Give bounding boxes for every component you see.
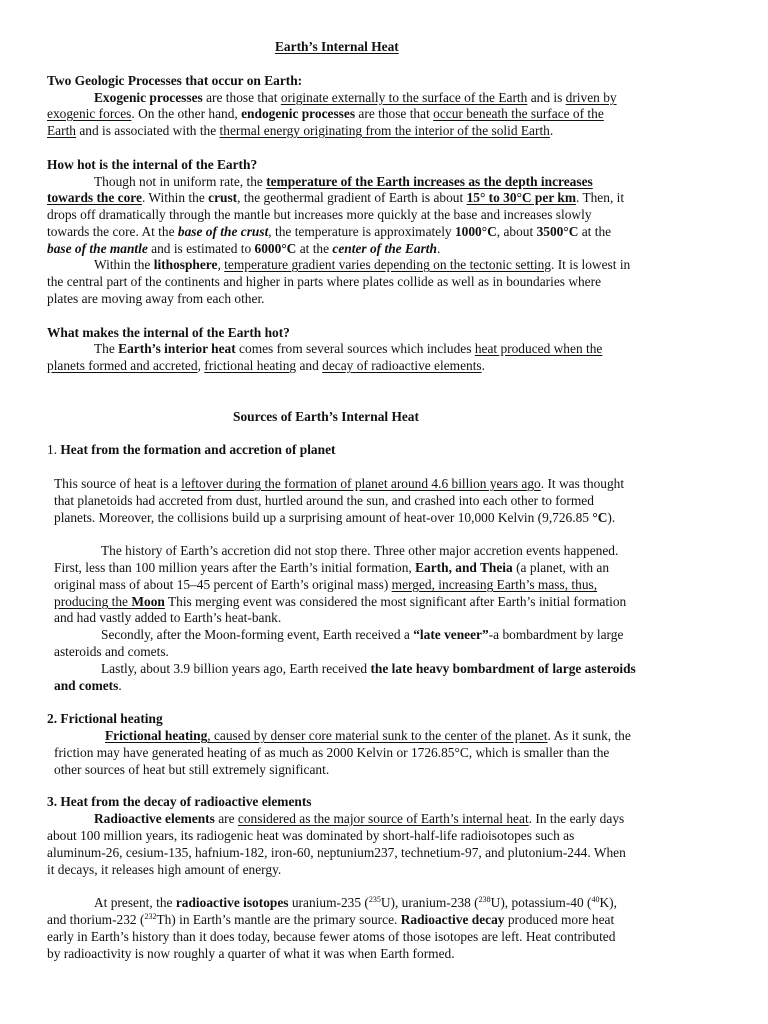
text-segment: 2. Frictional heating bbox=[47, 711, 163, 726]
text-line bbox=[94, 811, 624, 828]
text-segment: leftover during the formation of planet around 4.6 billion years ago bbox=[181, 476, 541, 491]
text-segment: considered as the major source of Earth’s internal heat bbox=[237, 811, 529, 826]
text-segment: 3500°C bbox=[536, 224, 579, 239]
text-segment: the late heavy bombardment of large asteroids bbox=[370, 661, 636, 676]
text-line bbox=[47, 207, 592, 224]
text-segment: radioactive isotopes bbox=[175, 895, 289, 910]
text-segment: Th) in Earth’s mantle are the primary source. bbox=[156, 912, 401, 927]
text-segment: heat produced when the bbox=[474, 341, 603, 356]
text-line bbox=[47, 274, 601, 291]
text-segment: , the geothermal gradient of Earth is about bbox=[237, 190, 467, 205]
text-line bbox=[47, 845, 626, 862]
superscript: 235 bbox=[368, 895, 381, 904]
superscript: 232 bbox=[144, 912, 157, 921]
text-segment: 3. Heat from the decay of radioactive elements bbox=[47, 794, 312, 809]
text-segment: planets. Moreover, the collisions build up a surprising amount of heat-over 10,000 Kelvin (9,726.85 bbox=[54, 510, 593, 525]
text-line bbox=[47, 224, 611, 241]
text-segment: Earth’s Internal Heat bbox=[275, 39, 399, 54]
text-line bbox=[47, 946, 455, 963]
text-line bbox=[47, 358, 485, 375]
text-segment: Radioactive elements bbox=[94, 811, 215, 826]
text-line bbox=[101, 543, 618, 560]
text-line bbox=[54, 644, 169, 661]
text-segment: . bbox=[481, 358, 486, 373]
text-segment: At present, the bbox=[94, 895, 176, 910]
text-line bbox=[101, 661, 636, 678]
text-segment: Lastly, about 3.9 billion years ago, Earth received bbox=[101, 661, 371, 676]
text-segment: Within the bbox=[94, 257, 154, 272]
text-line bbox=[94, 174, 593, 191]
text-segment: (a planet, with an bbox=[512, 560, 610, 575]
text-segment: The bbox=[94, 341, 119, 356]
text-segment: crust bbox=[208, 190, 238, 205]
text-segment: Heat from the formation and accretion of planet bbox=[60, 442, 336, 457]
text-segment: towards the core. At the bbox=[47, 224, 178, 239]
text-line bbox=[54, 577, 597, 594]
text-line bbox=[94, 257, 630, 274]
text-segment: 15° to 30°C per km bbox=[466, 190, 576, 205]
text-segment: and bbox=[296, 358, 323, 373]
text-line bbox=[47, 241, 440, 258]
text-segment: , bbox=[217, 257, 225, 272]
text-segment: The history of Earth’s accretion did not stop there. Three other major accretion events happened. bbox=[101, 543, 619, 558]
text-segment: early in Earth’s history than it does today, because fewer atoms of those isotopes are left. Heat contributed bbox=[47, 929, 616, 944]
text-line bbox=[233, 409, 419, 426]
text-line bbox=[101, 627, 623, 644]
text-segment: merged, increasing Earth’s mass, thus, bbox=[391, 577, 598, 592]
text-segment: . It was thought bbox=[540, 476, 625, 491]
text-segment: base of the crust bbox=[177, 224, 269, 239]
text-segment: occur beneath the surface of the bbox=[433, 106, 604, 121]
text-segment: This source of heat is a bbox=[54, 476, 182, 491]
text-line bbox=[54, 560, 609, 577]
text-segment: are those that bbox=[202, 90, 281, 105]
text-segment: and comets bbox=[54, 678, 119, 693]
text-segment: Frictional heating bbox=[105, 728, 208, 743]
text-line bbox=[54, 678, 122, 695]
text-segment: planets formed and accreted bbox=[47, 358, 198, 373]
text-segment: 1000°C bbox=[454, 224, 497, 239]
text-segment: decay of radioactive elements bbox=[322, 358, 482, 373]
text-segment: Sources of Earth’s Internal Heat bbox=[233, 409, 419, 424]
text-segment: °C bbox=[592, 510, 608, 525]
text-segment: How hot is the internal of the Earth? bbox=[47, 157, 258, 172]
text-segment: This merging event was considered the most significant after Earth’s initial formation bbox=[164, 594, 627, 609]
text-segment: 6000°C bbox=[254, 241, 297, 256]
text-segment: uranium-235 ( bbox=[288, 895, 369, 910]
text-segment: U), uranium-238 ( bbox=[380, 895, 479, 910]
text-line bbox=[105, 728, 631, 745]
text-line bbox=[47, 828, 574, 845]
text-segment: . Within the bbox=[141, 190, 209, 205]
text-line bbox=[54, 510, 615, 527]
text-line bbox=[94, 895, 617, 912]
text-line bbox=[47, 291, 265, 308]
text-line bbox=[47, 157, 257, 174]
text-segment: First, less than 100 million years after the Earth’s initial formation, bbox=[54, 560, 416, 575]
text-line bbox=[47, 711, 163, 728]
text-segment: other sources of heat but still extremely significant. bbox=[54, 762, 330, 777]
text-segment: producing the bbox=[54, 594, 132, 609]
text-segment: frictional heating bbox=[204, 358, 297, 373]
text-segment: drops off dramatically through the mantle but increases more quickly at the base and increases slowly bbox=[47, 207, 592, 222]
text-line bbox=[54, 745, 609, 762]
text-segment: Earth bbox=[47, 123, 76, 138]
text-line bbox=[47, 190, 624, 207]
text-segment: , caused by denser core material sunk to the center of the planet bbox=[207, 728, 548, 743]
text-segment: and thorium-232 ( bbox=[47, 912, 145, 927]
text-segment: by radioactivity is now roughly a quarter of what it was when Earth formed. bbox=[47, 946, 455, 961]
text-segment: endogenic processes bbox=[241, 106, 356, 121]
text-segment: the central part of the continents and higher in parts where plates collide as well as in boundaries where bbox=[47, 274, 602, 289]
text-segment: originate externally to the surface of the Earth bbox=[280, 90, 528, 105]
text-line bbox=[54, 476, 624, 493]
document-title bbox=[275, 39, 399, 56]
text-segment: comes from several sources which includes bbox=[235, 341, 475, 356]
text-segment: . As it sunk, the bbox=[547, 728, 631, 743]
text-segment: Though not in uniform rate, the bbox=[94, 174, 267, 189]
text-segment: , bbox=[197, 358, 205, 373]
text-line bbox=[47, 442, 335, 459]
text-line bbox=[94, 90, 617, 107]
text-segment: ). bbox=[607, 510, 616, 525]
text-segment: . bbox=[118, 678, 122, 693]
text-segment: exogenic forces bbox=[47, 106, 132, 121]
text-segment: driven by bbox=[565, 90, 617, 105]
text-line bbox=[47, 73, 302, 90]
text-segment: -a bombardment by large bbox=[488, 627, 624, 642]
text-segment: . In the early days bbox=[528, 811, 625, 826]
text-segment: Two Geologic Processes that occur on Earth: bbox=[47, 73, 303, 88]
text-segment: Radioactive decay bbox=[400, 912, 505, 927]
text-segment: at the bbox=[296, 241, 333, 256]
text-segment: it decays, it releases high amount of energy. bbox=[47, 862, 282, 877]
text-segment: asteroids and comets. bbox=[54, 644, 169, 659]
text-segment: and is associated with the bbox=[76, 123, 220, 138]
text-segment: , about bbox=[496, 224, 537, 239]
text-segment: . It is lowest in bbox=[551, 257, 631, 272]
text-segment: Secondly, after the Moon-forming event, Earth received a bbox=[101, 627, 414, 642]
text-line bbox=[54, 610, 281, 627]
text-segment: are bbox=[214, 811, 238, 826]
text-segment: Earth’s interior heat bbox=[118, 341, 236, 356]
text-segment: Earth, and Theia bbox=[415, 560, 513, 575]
text-segment: Moon bbox=[131, 594, 165, 609]
text-segment: produced more heat bbox=[504, 912, 615, 927]
text-segment: What makes the internal of the Earth hot? bbox=[47, 325, 290, 340]
text-segment: . bbox=[436, 241, 441, 256]
text-segment: temperature gradient varies depending on the tectonic setting bbox=[224, 257, 552, 272]
text-segment: “late veneer” bbox=[413, 627, 489, 642]
text-segment: . Then, it bbox=[575, 190, 625, 205]
text-segment: . On the other hand, bbox=[131, 106, 242, 121]
text-segment: are those that bbox=[355, 106, 434, 121]
text-segment: and is estimated to bbox=[147, 241, 255, 256]
superscript: 238 bbox=[478, 895, 491, 904]
text-segment: about 100 million years, its radiogenic heat was dominated by short-half-life radioisotopes such as bbox=[47, 828, 575, 843]
superscript: 40 bbox=[591, 895, 600, 904]
text-line bbox=[54, 594, 626, 611]
text-line bbox=[47, 794, 312, 811]
text-line bbox=[47, 912, 614, 929]
text-segment: Exogenic processes bbox=[94, 90, 203, 105]
text-segment: base of the mantle bbox=[47, 241, 148, 256]
text-segment: and had vastly added to Earth’s heat-bank. bbox=[54, 610, 282, 625]
text-segment: K), bbox=[599, 895, 617, 910]
text-segment: friction may have generated heating of as much as 2000 Kelvin or 1726.85°C, which is smaller than the bbox=[54, 745, 610, 760]
text-segment: . bbox=[549, 123, 554, 138]
text-segment: and is bbox=[527, 90, 566, 105]
text-segment: lithosphere bbox=[153, 257, 218, 272]
text-segment: at the bbox=[578, 224, 612, 239]
text-segment: , the temperature is approximately bbox=[268, 224, 455, 239]
text-line bbox=[47, 862, 281, 879]
text-segment: towards the core bbox=[47, 190, 142, 205]
text-line bbox=[47, 106, 604, 123]
text-line bbox=[54, 493, 594, 510]
text-line bbox=[47, 123, 553, 140]
text-segment: that planetoids had accreted from dust, hurtled around the sun, and crashed into each other to formed bbox=[54, 493, 594, 508]
text-segment: plates are moving away from each other. bbox=[47, 291, 265, 306]
text-line bbox=[47, 929, 615, 946]
text-line bbox=[54, 762, 329, 779]
text-segment: original mass of about 15–45 percent of Earth’s original mass) bbox=[54, 577, 392, 592]
text-segment: U), potassium-40 ( bbox=[490, 895, 592, 910]
text-segment: aluminum-26, cesium-135, hafnium-182, iron-60, neptunium237, technetium-97, and plutonium-244. When bbox=[47, 845, 626, 860]
text-segment: center of the Earth bbox=[332, 241, 437, 256]
text-segment: 1. bbox=[47, 442, 61, 457]
text-segment: thermal energy originating from the interior of the solid Earth bbox=[219, 123, 550, 138]
text-segment: temperature of the Earth increases as the depth increases bbox=[266, 174, 593, 189]
text-line bbox=[94, 341, 602, 358]
text-line bbox=[47, 325, 290, 342]
